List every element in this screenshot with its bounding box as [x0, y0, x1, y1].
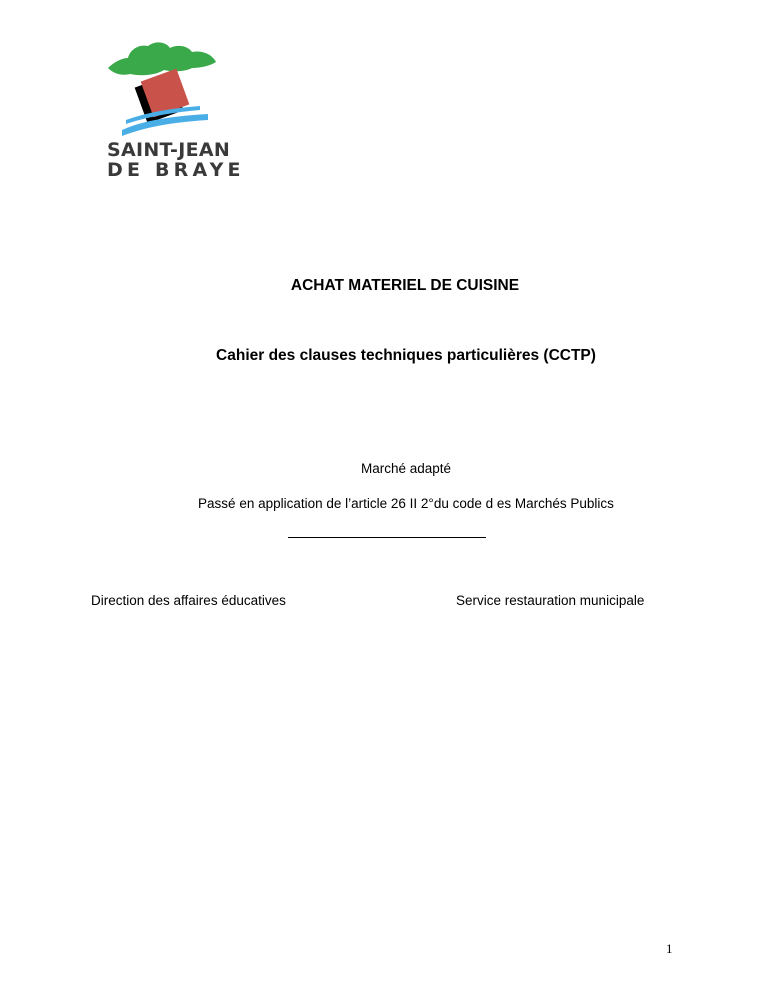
direction-label: Direction des affaires éducatives: [91, 593, 286, 608]
document-subtitle: Cahier des clauses techniques particulières (CCTP): [216, 347, 596, 364]
logo-text: [107, 140, 245, 180]
legal-basis: Passé en application de l’article 26 II 2°du code d es Marchés Publics: [198, 496, 614, 511]
logo-line-1: SAINT-JEAN: [107, 139, 231, 161]
logo-line-2: DE BRAYE: [107, 159, 245, 181]
page-number: 1: [666, 941, 673, 956]
separator-rule: [288, 537, 486, 538]
service-label: Service restauration municipale: [456, 593, 645, 608]
tree-emblem-icon: [104, 36, 228, 140]
tree-canopy-shape: [108, 42, 216, 75]
document-title: ACHAT MATERIEL DE CUISINE: [290, 277, 520, 294]
market-type: Marché adapté: [360, 461, 452, 476]
